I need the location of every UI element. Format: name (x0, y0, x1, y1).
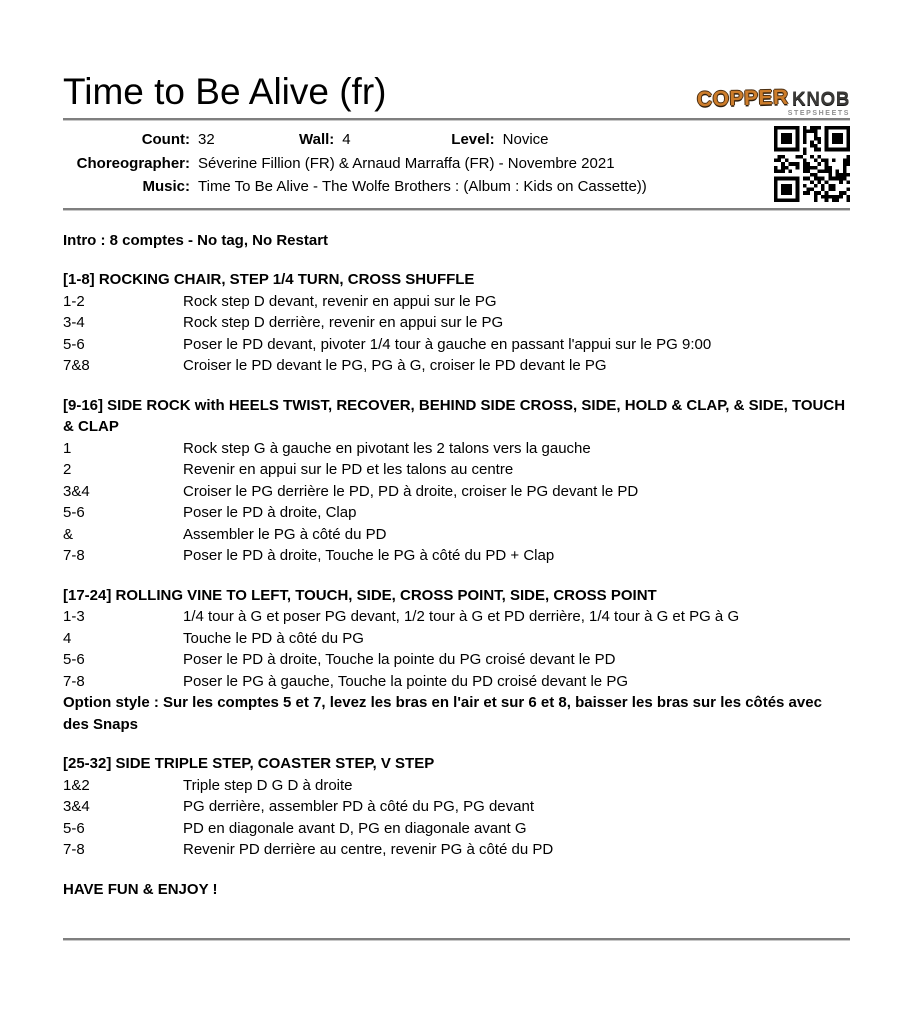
step-row (63, 839, 850, 861)
step-description: Triple step D G D à droite (183, 776, 353, 794)
step-row (63, 291, 850, 313)
step-description: Rock step G à gauche en pivotant les 2 talons vers la gauche (183, 439, 591, 457)
step-description: Rock step D devant, revenir en appui sur le PG (183, 292, 497, 310)
step-row (63, 481, 850, 503)
step-row (63, 818, 850, 840)
step-row (63, 438, 850, 460)
style-note: Option style : Sur les comptes 5 et 7, levez les bras en l'air et sur 6 et 8, baisser les bras sur les côtés avec des Snaps (63, 694, 822, 733)
step-row (63, 606, 850, 628)
music-label: Music: (142, 178, 190, 195)
page-title: Time to Be Alive (fr) (63, 71, 387, 112)
step-count: 7&8 (63, 357, 90, 374)
step-count: 7-8 (63, 672, 85, 690)
section-steps (63, 606, 850, 692)
dance-section (63, 395, 850, 567)
step-count: & (63, 525, 74, 543)
stepsheet-body (63, 230, 850, 901)
meta-row-counts (63, 128, 850, 152)
section-heading: [9-16] SIDE ROCK with HEELS TWIST, RECOVER, BEHIND SIDE CROSS, SIDE, HOLD & CLAP, & SIDE, TOUCH & CLAP (63, 396, 846, 435)
step-count: 7-8 (63, 547, 85, 564)
step-count: 1&2 (63, 776, 90, 794)
step-count: 1-3 (63, 608, 85, 625)
step-count: 5-6 (63, 819, 85, 837)
step-count: 2 (63, 461, 72, 478)
step-description: Poser le PD à droite, Clap (183, 504, 357, 521)
dance-section (63, 269, 850, 377)
logo-tagline: STEPSHEETS (787, 110, 850, 117)
step-count: 3&4 (63, 798, 90, 815)
meta-block (63, 121, 850, 208)
step-row (63, 649, 850, 671)
copperknob-logo-wordmark (697, 85, 850, 112)
step-description: Assembler le PG à côté du PD (183, 525, 387, 543)
choreographer-label: Choreographer: (76, 154, 190, 172)
step-row (63, 775, 850, 797)
step-count: 3-4 (63, 314, 85, 331)
step-description: Poser le PD à droite, Touche la pointe du PG croisé devant le PD (183, 651, 616, 668)
wall-label: Wall: (299, 131, 335, 148)
step-count: 3&4 (63, 482, 90, 500)
logo-copper-text: COPPER (697, 85, 790, 112)
section-steps (63, 291, 850, 377)
section-heading: [17-24] ROLLING VINE TO LEFT, TOUCH, SIDE, CROSS POINT, SIDE, CROSS POINT (63, 586, 657, 604)
section-heading: [1-8] ROCKING CHAIR, STEP 1/4 TURN, CROSS SHUFFLE (63, 271, 475, 288)
qr-code (774, 126, 850, 202)
level-value: Novice (502, 131, 549, 148)
step-description: Poser le PD à droite, Touche le PG à côté du PD + Clap (183, 547, 555, 564)
count-label: Count: (141, 131, 190, 148)
step-description: Poser le PD devant, pivoter 1/4 tour à gauche en passant l'appui sur le PG 9:00 (183, 335, 712, 353)
music-value: Time To Be Alive - The Wolfe Brothers : (Album : Kids on Cassette)) (198, 178, 647, 195)
footer-message: HAVE FUN & ENJOY ! (63, 880, 218, 898)
step-description: Croiser le PD devant le PG, PG à G, croiser le PD devant le PG (183, 357, 607, 374)
step-description: PG derrière, assembler PD à côté du PG, PG devant (183, 798, 534, 815)
step-count: 5-6 (63, 504, 85, 521)
step-row (63, 459, 850, 481)
step-row (63, 796, 850, 818)
logo-knob-text: KNOB (792, 89, 850, 110)
section-steps (63, 775, 850, 861)
step-description: Touche le PD à côté du PG (183, 629, 364, 647)
section-heading: [25-32] SIDE TRIPLE STEP, COASTER STEP, V STEP (63, 755, 435, 772)
meta-row-music (63, 175, 850, 199)
copperknob-logo (697, 85, 850, 117)
step-description: Croiser le PG derrière le PD, PD à droite, croiser le PG devant le PD (183, 482, 639, 500)
wall-value: 4 (342, 131, 351, 148)
step-count: 5-6 (63, 335, 85, 353)
step-count: 5-6 (63, 651, 85, 668)
step-row (63, 545, 850, 567)
intro-line: Intro : 8 comptes - No tag, No Restart (63, 231, 329, 249)
sections (63, 269, 850, 861)
step-row (63, 334, 850, 356)
step-description: Revenir en appui sur le PD et les talons au centre (183, 461, 514, 478)
choreographer-value: Séverine Fillion (FR) & Arnaud Marraffa (FR) - Novembre 2021 (198, 154, 615, 172)
step-description: 1/4 tour à G et poser PG devant, 1/2 tour à G et PD derrière, 1/4 tour à G et PG à G (183, 608, 740, 625)
step-row (63, 355, 850, 377)
step-description: Rock step D derrière, revenir en appui sur le PG (183, 314, 504, 331)
step-description: Poser le PG à gauche, Touche la pointe du PD croisé devant le PG (183, 672, 628, 690)
step-row (63, 628, 850, 650)
step-count: 4 (63, 629, 72, 647)
level-label: Level: (451, 131, 495, 148)
header-divider-bottom (63, 208, 850, 211)
step-description: PD en diagonale avant D, PG en diagonale avant G (183, 819, 527, 837)
step-row (63, 524, 850, 546)
step-count: 7-8 (63, 841, 85, 858)
footer-divider (63, 938, 850, 941)
step-row (63, 312, 850, 334)
step-count: 1-2 (63, 292, 85, 310)
step-row (63, 671, 850, 693)
step-description: Revenir PD derrière au centre, revenir PG à côté du PD (183, 841, 554, 858)
count-value: 32 (198, 131, 215, 148)
section-steps (63, 438, 850, 567)
dance-section (63, 753, 850, 861)
step-count: 1 (63, 439, 72, 457)
meta-row-choreographer (63, 152, 850, 176)
dance-section (63, 585, 850, 736)
step-row (63, 502, 850, 524)
